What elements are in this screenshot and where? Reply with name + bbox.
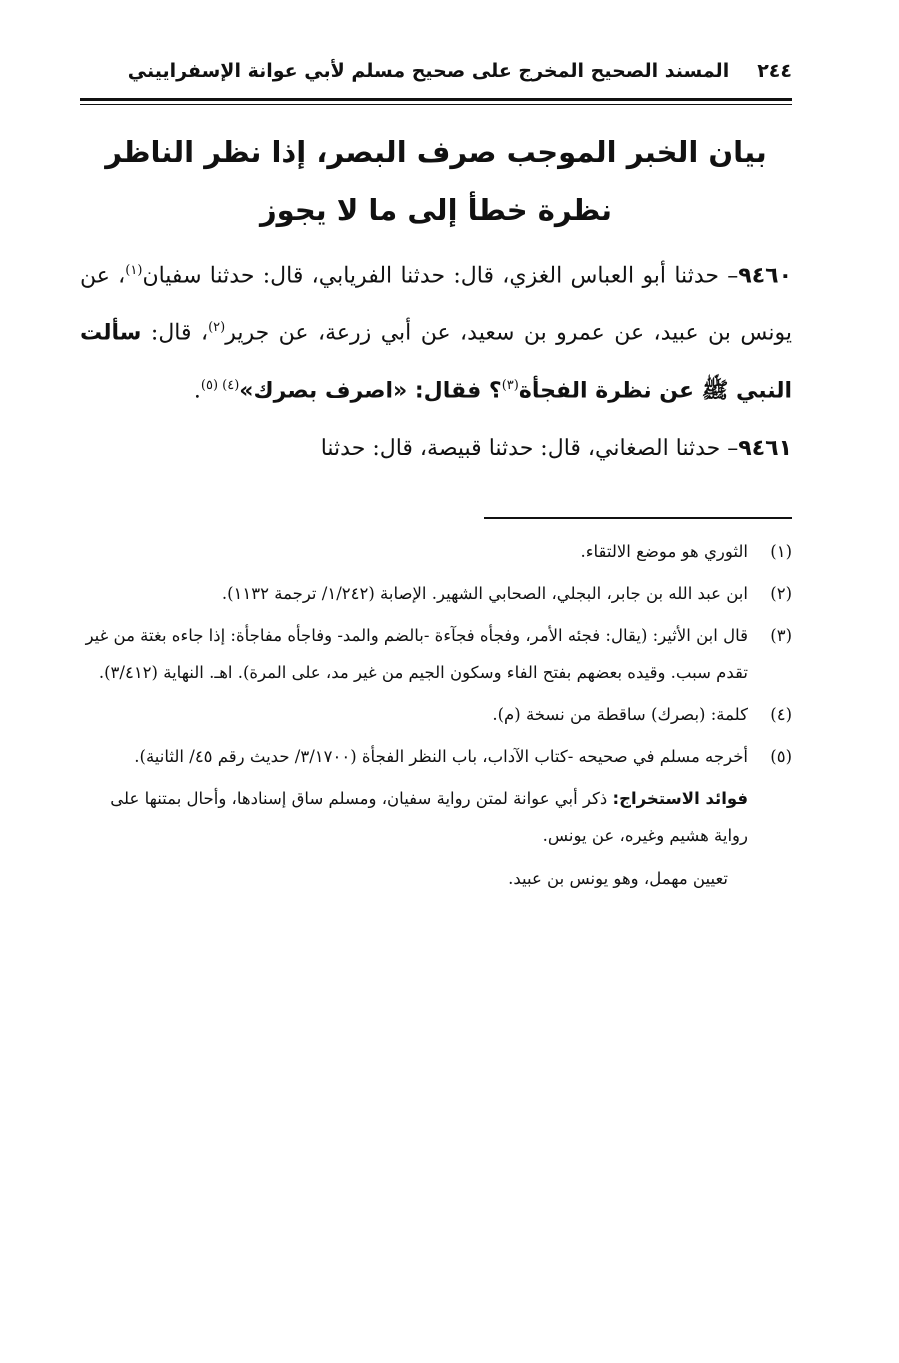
hadith-number: ٩٤٦٠	[738, 263, 792, 289]
footnote-ref: (٢)	[208, 320, 226, 336]
footnote: (٤)كلمة: (بصرك) ساقطة من نسخة (م).	[492, 704, 792, 724]
footnote: (٥)أخرجه مسلم في صحيحه -كتاب الآداب، باب النظر الفجأة (٣/١٧٠٠/ حديث رقم ٤٥/ الثانية).	[134, 746, 792, 766]
hadith-end: .	[193, 377, 201, 403]
hadith-text-part: – حدثنا أبو العباس الغزي، قال: حدثنا الفريابي، قال: حدثنا سفيان	[142, 263, 739, 289]
hadith-text-part: ، عن يونس بن عبيد، عن عمرو بن سعيد، عن أبي زرعة، عن جرير	[80, 263, 793, 346]
header-rule-thin	[80, 104, 792, 105]
header-rule	[80, 98, 792, 101]
hadith-text	[80, 245, 792, 475]
hadith-9461	[80, 423, 792, 475]
footnote: (٣)قال ابن الأثير: (يقال: فجئه الأمر، وفجأه فجآءة -بالضم والمد- وفاجأه مفاجأة: إذا جاءه بغتة من غير تقدم سبب. وقيده بعضهم بفتح الفاء وسكون الجيم من غير مد، على المرة). اهـ. النهاية (٣/٤١٢).	[85, 625, 792, 682]
book-page	[80, 60, 792, 903]
benefit-line: فوائد الاستخراج: ذكر أبي عوانة لمتن رواية سفيان، ومسلم ساق إسنادها، وأحال بمتنها على رواية هشيم وغيره، عن يونس.	[110, 788, 748, 845]
footnote-ref: (٤) (٥)	[200, 377, 240, 393]
hadith-text-part: – حدثنا الصغاني، قال: حدثنا قبيصة، قال: حدثنا	[320, 435, 739, 461]
hadith-matn: سألت النبي ﷺ عن نظرة الفجأة	[80, 320, 792, 403]
footnote-ref: (٣)	[501, 377, 519, 393]
footnote: (٢)ابن عبد الله بن جابر، البجلي، الصحابي الشهير. الإصابة (١/٢٤٢/ ترجمة ١١٣٢).	[221, 583, 792, 603]
hadith-number: ٩٤٦١	[738, 435, 792, 461]
benefits-label: فوائد الاستخراج:	[612, 788, 748, 808]
footnote-separator	[484, 517, 792, 519]
page-number: ٢٤٤	[757, 60, 792, 82]
book-title: المسند الصحيح المخرج على صحيح مسلم لأبي عوانة الإسفراييني	[127, 60, 730, 82]
benefit-line: تعيين مهمل، وهو يونس بن عبيد.	[508, 868, 728, 888]
footnote-ref: (١)	[125, 263, 143, 278]
hadith-text-part: ، قال:	[141, 320, 209, 346]
footnote: (١)الثوري هو موضع الالتقاء.	[580, 541, 792, 561]
hadith-matn: ؟ فقال: «اصرف بصرك»	[239, 377, 502, 403]
extraction-benefits	[80, 780, 792, 897]
hadith-9460	[80, 245, 792, 417]
chapter-title: بيان الخبر الموجب صرف البصر، إذا نظر الناظر نظرة خطأ إلى ما لا يجوز	[105, 135, 767, 227]
footnotes	[80, 533, 792, 897]
running-header	[80, 60, 792, 96]
